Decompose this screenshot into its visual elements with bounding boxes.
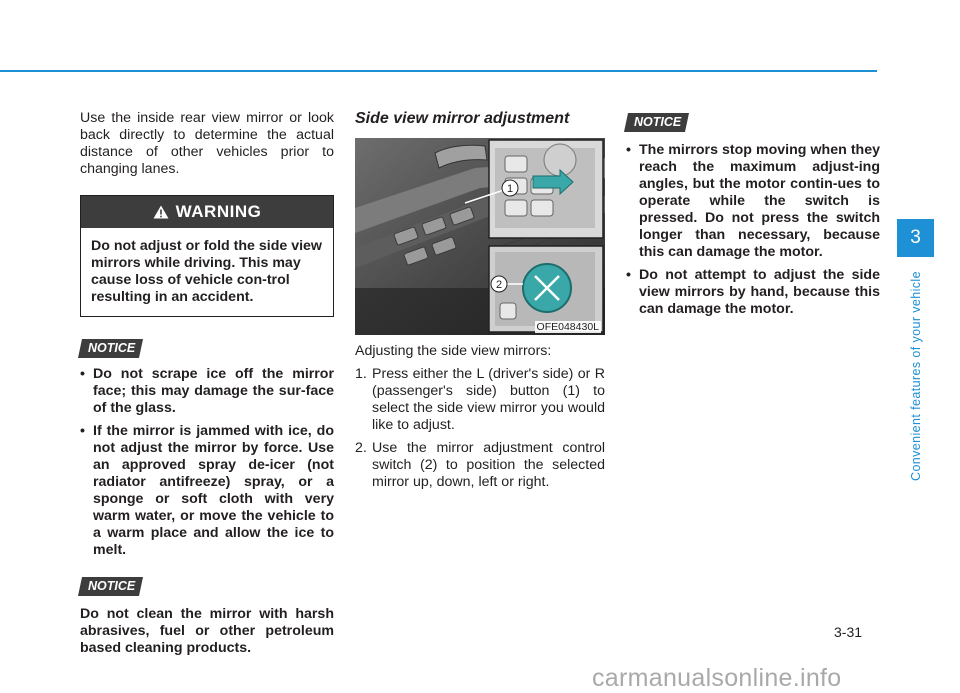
- intro-paragraph: Use the inside rear view mirror or look back directly to determine the actual distance of other vehicles prior to changing lanes.: [80, 110, 334, 177]
- notice-1-list: [80, 366, 334, 559]
- warning-text: Do not adjust or fold the side view mirrors while driving. This may cause loss of vehicle con-trol resulting in an accident.: [91, 238, 322, 305]
- warning-header: [81, 196, 333, 228]
- list-item: • The mirrors stop moving when they reach the maximum adjust-ing angles, but the motor contin-ues to operate while the switch is pressed. Do not press the switch longer than necessary, because this can damage the motor.: [626, 142, 880, 261]
- notice-2-text: Do not clean the mirror with harsh abrasives, fuel or other petroleum based cleaning products.: [80, 606, 334, 656]
- notice-badge-2-wrap: [80, 577, 334, 596]
- warning-box: [80, 195, 334, 317]
- list-item: [355, 440, 605, 491]
- notice-badge-3-wrap: [626, 113, 880, 132]
- notice-badge: NOTICE: [78, 339, 143, 358]
- notice-badge: NOTICE: [624, 113, 689, 132]
- top-rule: [0, 70, 877, 72]
- notice-3-list: [626, 142, 880, 318]
- steps-lead: Adjusting the side view mirrors:: [355, 343, 552, 359]
- column-3: [626, 113, 880, 324]
- step-number: 2.: [355, 440, 367, 456]
- section-title: Side view mirror adjustment: [355, 110, 570, 127]
- notice-badge-1-wrap: [80, 339, 334, 358]
- callout-1: 1: [506, 183, 514, 195]
- step-text: Press either the L (driver's side) or R (passenger's side) button (1) to select the side view mirror you would like to adjust.: [372, 366, 605, 433]
- callout-2: 2: [495, 279, 503, 291]
- list-item: • If the mirror is jammed with ice, do not adjust the mirror by force. Use an approved spray de-icer (not radiator antifreeze) spray, or a sponge or soft cloth with very warm water, or move the vehicle to a warm place and allow the ice to melt.: [80, 423, 334, 559]
- image-caption: OFE048430L: [536, 321, 599, 333]
- list-item: • Do not attempt to adjust the side view mirrors by hand, because this can damage the motor.: [626, 267, 880, 318]
- warning-triangle-icon: [153, 205, 169, 219]
- list-item: [355, 366, 605, 434]
- list-item: • Do not scrape ice off the mirror face; this may damage the sur-face of the glass.: [80, 366, 334, 417]
- chapter-tab: 3: [897, 219, 934, 257]
- mirror-switch-photo: [355, 138, 605, 335]
- door-panel-illustration: [355, 138, 605, 335]
- page-number: 3-31: [834, 624, 863, 640]
- notice-badge: NOTICE: [78, 577, 143, 596]
- step-text: Use the mirror adjustment control switch (2) to position the selected mirror up, down, left or right.: [372, 440, 605, 490]
- step-number: 1.: [355, 366, 367, 382]
- warning-label: WARNING: [175, 202, 262, 221]
- steps-list: [355, 366, 605, 491]
- column-2: [355, 110, 605, 497]
- column-1: [80, 110, 334, 657]
- chapter-title: Convenient features of your vehicle: [909, 271, 923, 481]
- watermark: carmanualsonline.info: [592, 664, 842, 692]
